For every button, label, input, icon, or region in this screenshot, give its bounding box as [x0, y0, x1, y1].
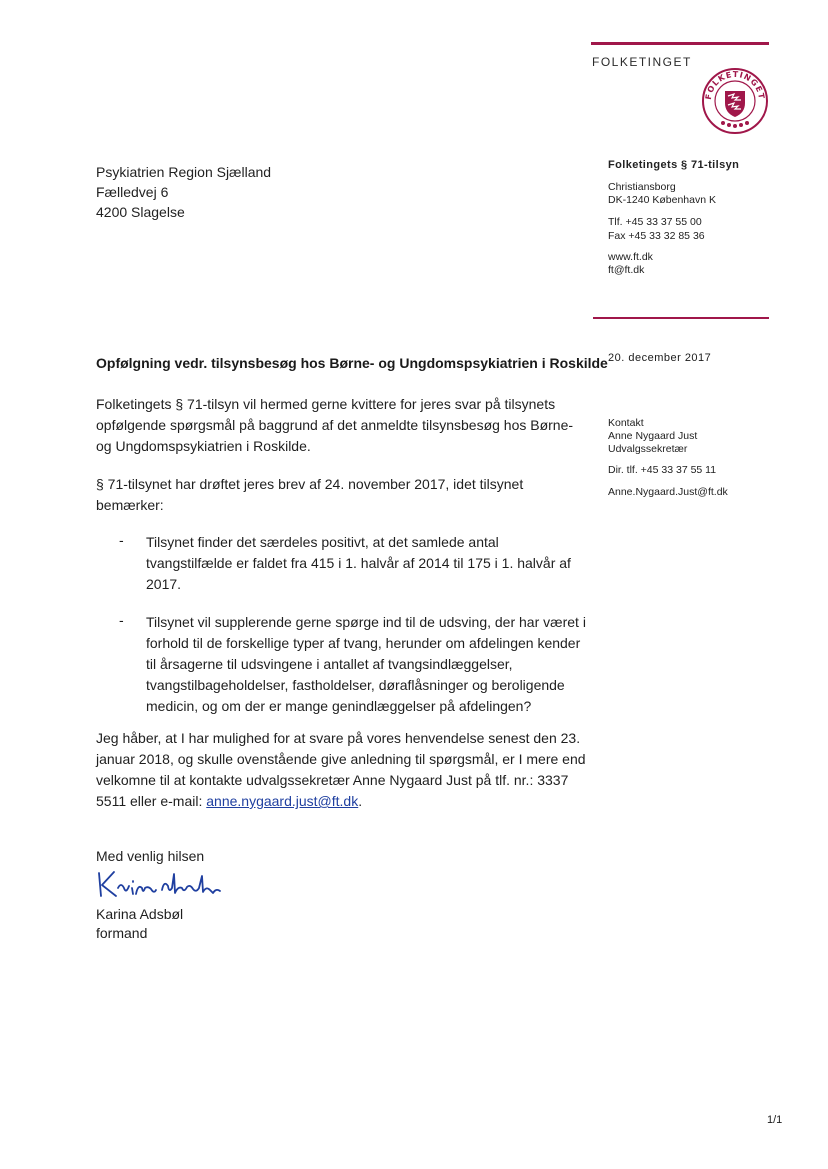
bullet-marker: - [119, 612, 124, 628]
sender-phone: Tlf. +45 33 37 55 00 [608, 216, 702, 228]
organization-name: FOLKETINGET [592, 55, 692, 69]
paragraph-intro: Folketingets § 71-tilsyn vil hermed gerne kvittere for jeres svar på tilsynets opfølgende spørgsmål på baggrund af det anmeldte tilsynsbesøg hos Børne- og Ungdomspsykiatrien i Roskilde. [96, 396, 574, 454]
sender-rule [593, 317, 769, 319]
folketinget-seal-logo [701, 67, 769, 135]
recipient-city: 4200 Slagelse [96, 204, 185, 220]
recipient-street: Fælledvej 6 [96, 184, 169, 200]
header-rule [591, 42, 769, 45]
bullet-item: Tilsynet vil supplerende gerne spørge ind til de udsving, der har været i forhold til de forskellige typer af tvang, herunder om afdelingen kender til årsagerne til udsvingene i antallet af tvangsindlæggelser, tvangstilbageholdelser, fastholdelser, døraflåsninger og beroligende medicin, og om der er mange genindlæggelser på afdelingen? [146, 614, 586, 714]
contact-email-link[interactable]: anne.nygaard.just@ft.dk [206, 793, 359, 809]
contact-role: Udvalgssekretær [608, 443, 688, 455]
recipient-address [96, 162, 271, 222]
bullet-item: Tilsynet finder det særdeles positivt, at det samlede antal tvangstilfælde er faldet fra 415 i 1. halvår af 2014 til 175 i 1. halvår af 2017. [146, 534, 571, 592]
signer-role: formand [96, 925, 148, 941]
contact-email: Anne.Nygaard.Just@ft.dk [608, 486, 728, 498]
sender-address1: Christiansborg [608, 181, 676, 193]
sender-web: www.ft.dk [608, 251, 653, 263]
contact-name: Anne Nygaard Just [608, 430, 698, 442]
closing-text: Jeg håber, at I har mulighed for at svare på vores henvendelse senest den 23. januar 2018, og skulle ovenstående give anledning til spørgsmål, er I mere end velkomne til at kontakte udvalgssekretær Anne Nygaard Just på tlf. nr.: 3337 5511 eller e-mail: [96, 730, 586, 809]
greeting: Med venlig hilsen [96, 848, 205, 864]
bullet-marker: - [119, 532, 124, 548]
contact-label: Kontakt [608, 417, 644, 429]
signer-name: Karina Adsbøl [96, 906, 184, 922]
page-number: 1/1 [767, 1114, 783, 1126]
sender-email: ft@ft.dk [608, 264, 645, 276]
sender-title: Folketingets § 71-tilsyn [608, 159, 740, 171]
paragraph-closing [96, 728, 586, 812]
contact-phone: Dir. tlf. +45 33 37 55 11 [608, 464, 717, 476]
sender-address2: DK-1240 København K [608, 194, 716, 206]
handwritten-signature [96, 866, 226, 902]
sender-fax: Fax +45 33 32 85 36 [608, 230, 705, 242]
paragraph-remarks: § 71-tilsynet har drøftet jeres brev af 24. november 2017, idet tilsynet bemærker: [96, 476, 524, 513]
recipient-name: Psykiatrien Region Sjælland [96, 164, 272, 180]
closing-end: . [358, 793, 363, 809]
svg-text:FOLKETINGET: FOLKETINGET [703, 69, 767, 101]
letter-subject: Opfølgning vedr. tilsynsbesøg hos Børne- og Ungdomspsykiatrien i Roskilde [96, 355, 608, 371]
letter-date: 20. december 2017 [608, 352, 712, 364]
